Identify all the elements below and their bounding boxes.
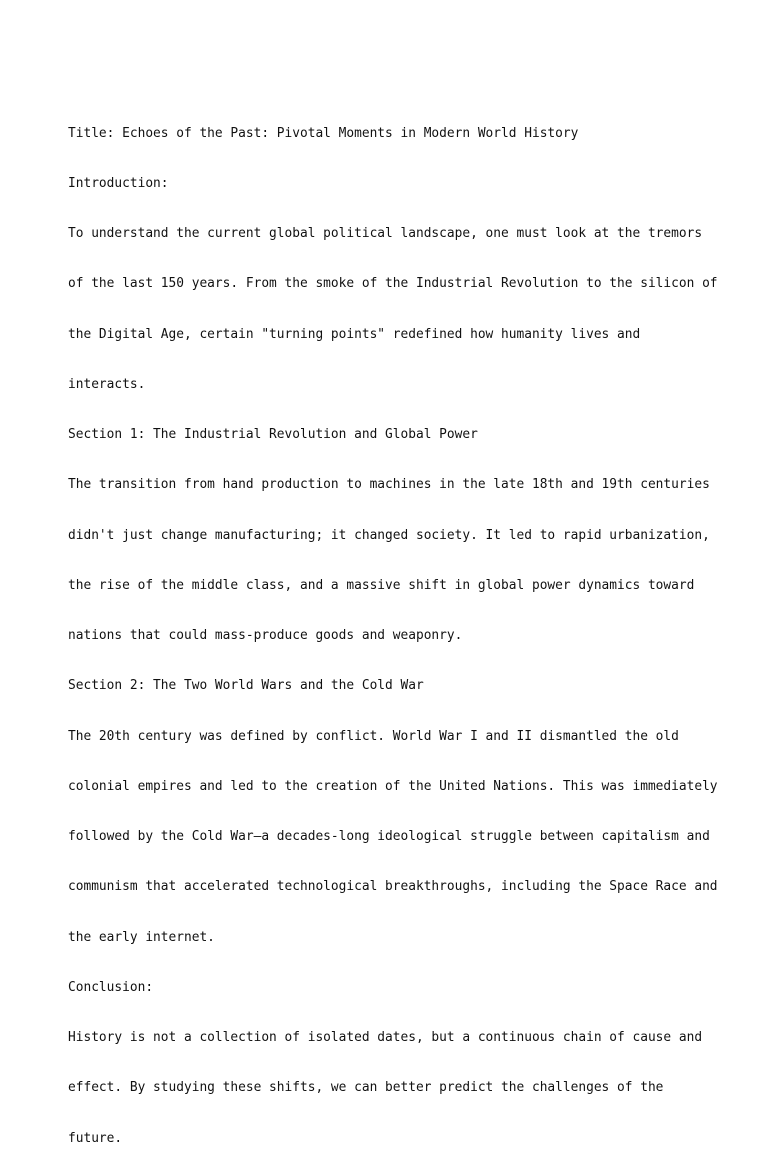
introduction-heading: Introduction:: [68, 175, 169, 191]
conclusion-text-line-2: effect. By studying these shifts, we can better predict the challenges of the: [68, 1080, 664, 1096]
section-1-text-line-2: didn't just change manufacturing; it changed society. It led to rapid urbanization,: [68, 527, 710, 543]
conclusion-text-line-1: History is not a collection of isolated dates, but a continuous chain of cause and: [68, 1030, 703, 1045]
section-2-text-line-2: colonial empires and led to the creation of the United Nations. This was immediately: [68, 778, 718, 794]
introduction-text-line-2: of the last 150 years. From the smoke of the Industrial Revolution to the silicon of: [68, 276, 718, 292]
section-2-text-line-3: followed by the Cold War—a decades-long ideological struggle between capitalism and: [68, 829, 710, 844]
section-2-heading: Section 2: The Two World Wars and the Cold War: [68, 678, 424, 694]
introduction-text-line-1: To understand the current global political landscape, one must look at the tremors: [68, 226, 703, 241]
document-title: Title: Echoes of the Past: Pivotal Moments in Modern World History: [68, 125, 579, 141]
conclusion-heading: Conclusion:: [68, 979, 154, 995]
conclusion-text-line-3: future.: [68, 1130, 123, 1146]
introduction-text-line-4: interacts.: [68, 376, 146, 392]
section-2-text-line-5: the early internet.: [68, 929, 215, 945]
section-1-text-line-3: the rise of the middle class, and a massive shift in global power dynamics toward: [68, 577, 695, 593]
section-2-text-line-4: communism that accelerated technological breakthroughs, including the Space Race and: [68, 879, 718, 895]
introduction-text-line-3: the Digital Age, certain "turning points" redefined how humanity lives and: [68, 326, 641, 342]
section-1-text-line-4: nations that could mass-produce goods and weaponry.: [68, 628, 463, 643]
section-2-text-line-1: The 20th century was defined by conflict. World War I and II dismantled the old: [68, 728, 679, 744]
section-1-heading: Section 1: The Industrial Revolution and Global Power: [68, 427, 478, 442]
section-1-text-line-1: The transition from hand production to machines in the late 18th and 19th centuries: [68, 477, 710, 493]
document-body: [68, 92, 718, 1164]
